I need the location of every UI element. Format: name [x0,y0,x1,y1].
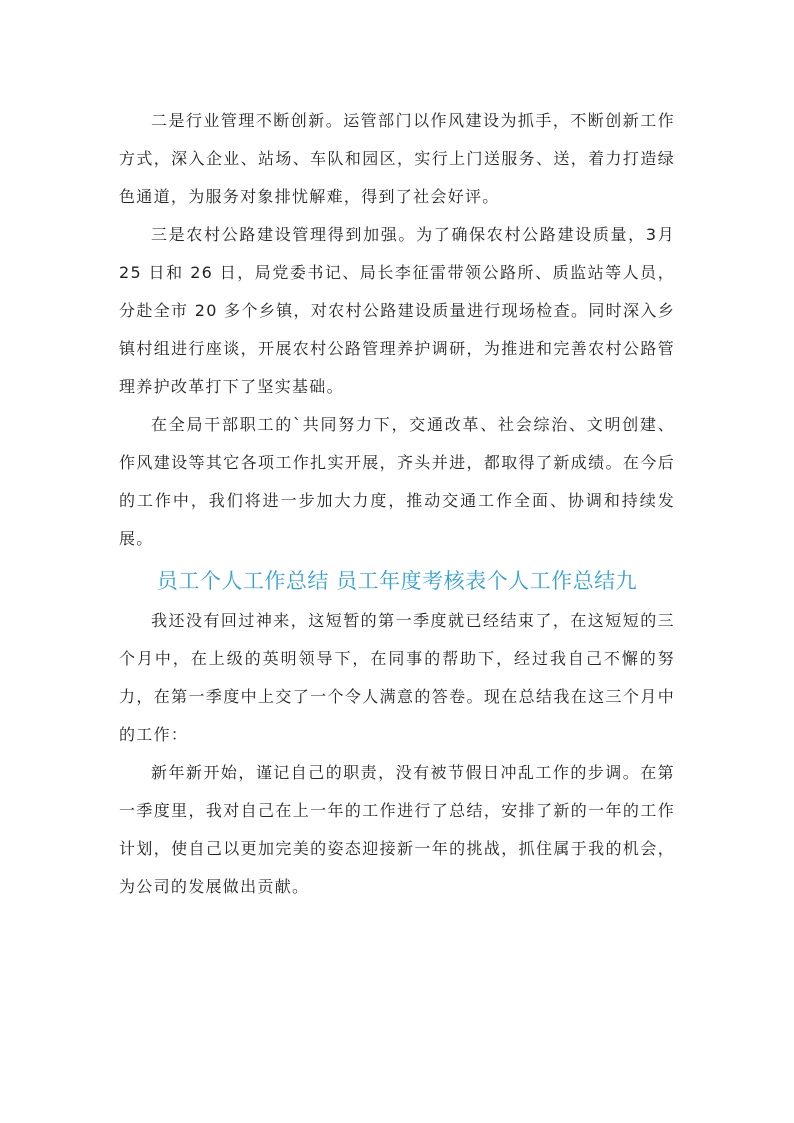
paragraph-new-year-plan: 新年新开始，谨记自己的职责，没有被节假日冲乱工作的步调。在第一季度里，我对自己在上一年的工作进行了总结，安排了新的一年的工作计划，使自己以更加完美的姿态迎接新一年的挑战，抓住属于我的机会，为公司的发展做出贡献。 [119,763,675,896]
paragraph-joint-efforts: 在全局干部职工的`共同努力下，交通改革、社会综治、文明创建、作风建设等其它各项工作扎实开展，齐头并进，都取得了新成绩。在今后的工作中，我们将进一步加大力度，推动交通工作全面、协调和持续发展。 [119,415,675,548]
paragraph-industry-management: 二是行业管理不断创新。运管部门以作风建设为抓手，不断创新工作方式，深入企业、站场、车队和园区，实行上门送服务、送，着力打造绿色通道，为服务对象排忧解难，得到了社会好评。 [119,111,675,206]
paragraph-first-quarter-intro: 我还没有回过神来，这短暂的第一季度就已经结束了，在这短短的三个月中，在上级的英明领导下，在同事的帮助下，经过我自己不懈的努力，在第一季度中上交了一个令人满意的答卷。现在总结我在这三个月中的工作： [119,611,675,744]
document-body [119,102,675,906]
section-heading: 员工个人工作总结 员工年度考核表个人工作总结九 [156,569,638,593]
paragraph-rural-roads: 三是农村公路建设管理得到加强。为了确保农村公路建设质量，3月 25 日和 26 日，局党委书记、局长李征雷带领公路所、质监站等人员，分赴全市 20 多个乡镇，对农村公路建设质量进行现场检查。同时深入乡镇村组进行座谈，开展农村公路管理养护调研，为推进和完善农村公路管理养护改革打下了坚实基础。 [119,225,675,396]
